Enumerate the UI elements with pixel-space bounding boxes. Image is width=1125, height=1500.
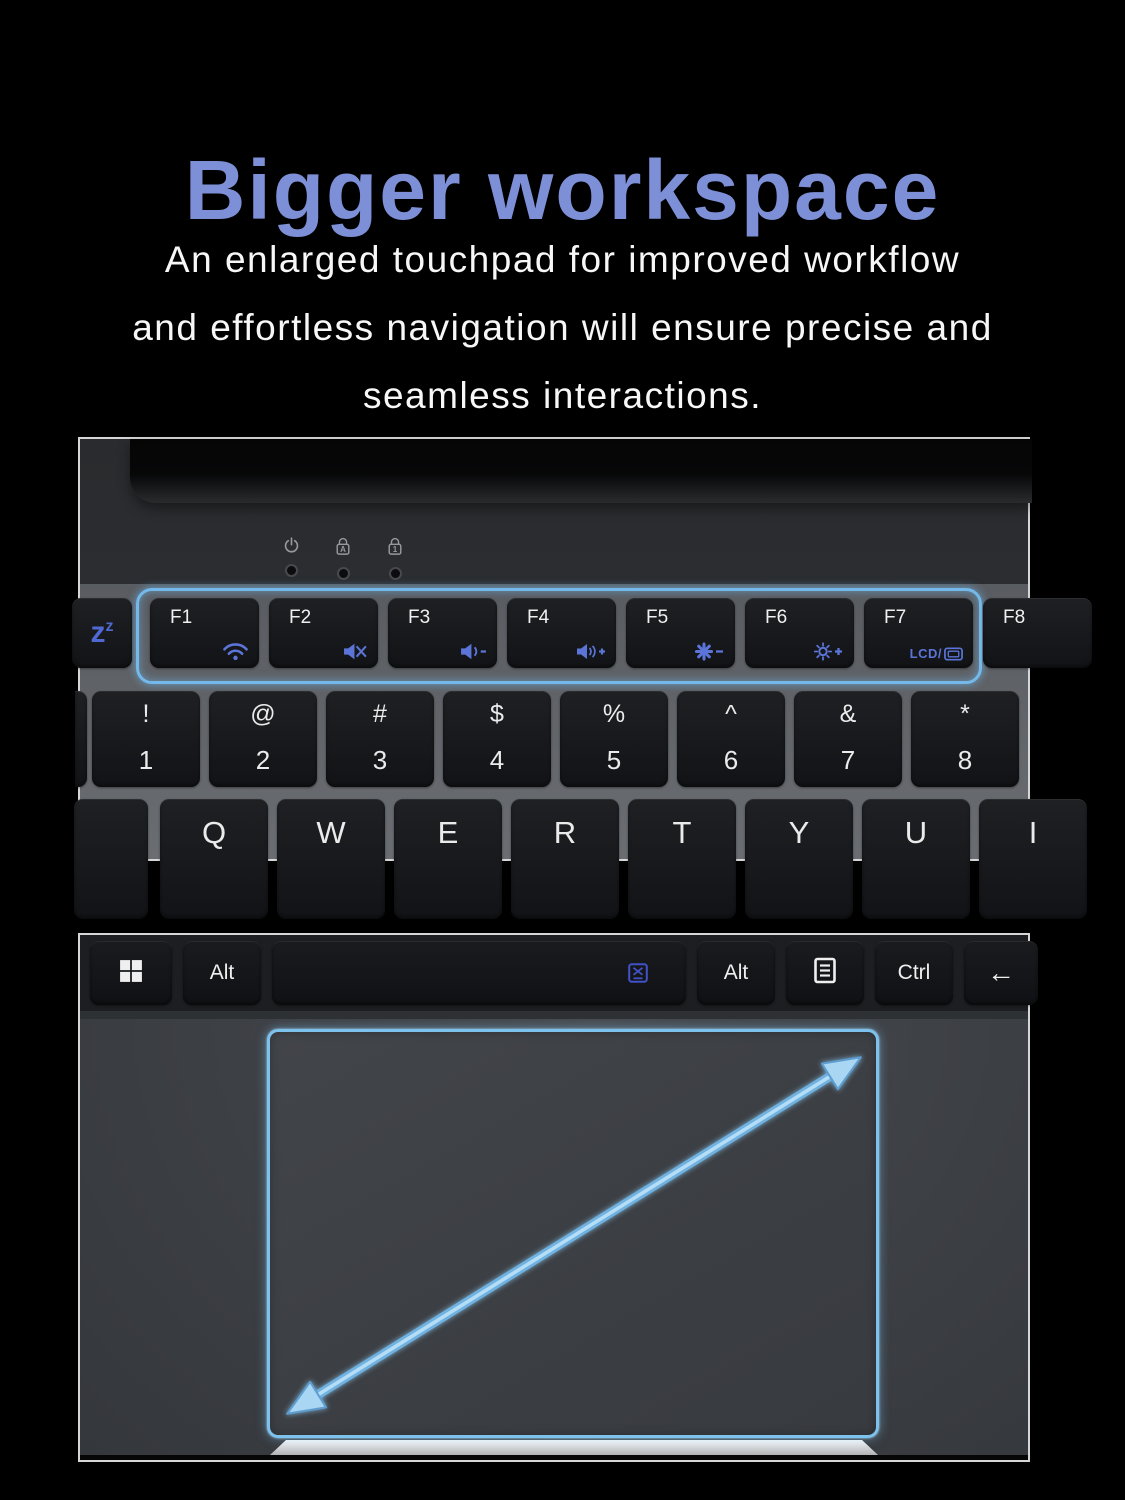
key-letter: I xyxy=(1028,815,1038,850)
key-shift-symbol: * xyxy=(960,700,970,728)
key-letter: R xyxy=(553,815,577,850)
key-label: F7 xyxy=(884,607,907,628)
indicator-led xyxy=(389,567,402,580)
key-letter: U xyxy=(904,815,928,850)
key-label: Alt xyxy=(723,961,749,984)
key-label: F2 xyxy=(289,607,312,628)
description xyxy=(0,226,1125,430)
key-shift-symbol: @ xyxy=(250,700,276,728)
key-f8 xyxy=(983,598,1092,668)
key-menu xyxy=(786,941,864,1005)
key-number: 2 xyxy=(255,745,271,775)
indicator-led xyxy=(337,567,350,580)
lock-icon xyxy=(387,537,403,562)
key-y xyxy=(745,799,853,919)
touchpad xyxy=(267,1029,879,1438)
indicator-led xyxy=(285,564,298,577)
lcd-display-icon xyxy=(910,646,963,661)
diagonal-arrow xyxy=(270,1032,876,1435)
windows-icon xyxy=(119,959,143,988)
lcd-label: LCD/ xyxy=(909,646,942,661)
bottom-key-row xyxy=(90,941,1038,1005)
menu-icon xyxy=(814,957,836,989)
status-indicators xyxy=(282,537,404,580)
key-label: F1 xyxy=(170,607,193,628)
svg-text:A: A xyxy=(340,544,346,554)
key-partial-tab xyxy=(74,799,148,919)
key-letter: E xyxy=(437,815,459,850)
key-f4 xyxy=(507,598,616,668)
letter-key-row xyxy=(160,799,1087,919)
brightness-up-icon xyxy=(814,642,844,661)
power-icon xyxy=(283,537,300,559)
key-shift-symbol: $ xyxy=(490,700,504,728)
key-f7 xyxy=(864,598,973,668)
key-w xyxy=(277,799,385,919)
key-label: F6 xyxy=(765,607,788,628)
key-letter: T xyxy=(672,815,692,850)
key-number: 4 xyxy=(489,745,505,775)
key-ctrl xyxy=(875,941,953,1005)
key-u xyxy=(862,799,970,919)
key-letter: Y xyxy=(788,815,810,850)
key-4 xyxy=(443,691,551,787)
touchpad-toggle-icon xyxy=(628,963,648,983)
keyboard-photo xyxy=(78,437,1038,861)
key-5 xyxy=(560,691,668,787)
volume-up-icon xyxy=(576,642,606,661)
key-number: 7 xyxy=(840,745,856,775)
key-r xyxy=(511,799,619,919)
brightness-down-icon xyxy=(695,642,725,661)
key-letter: W xyxy=(316,815,346,850)
volume-down-icon xyxy=(460,642,487,661)
key-label: F5 xyxy=(646,607,669,628)
key-shift-symbol: % xyxy=(602,700,626,728)
key-shift-symbol: & xyxy=(839,700,857,728)
sleep-icon: $z^z$ xyxy=(90,616,114,649)
deck-divider xyxy=(80,1011,1028,1019)
key-1 xyxy=(92,691,200,787)
key-e xyxy=(394,799,502,919)
front-lip-notch xyxy=(270,1440,878,1455)
number-key-row xyxy=(92,691,1019,787)
key-i xyxy=(979,799,1087,919)
key-2 xyxy=(209,691,317,787)
key-f5 xyxy=(626,598,735,668)
key-alt-left xyxy=(183,941,261,1005)
wifi-icon xyxy=(222,641,249,661)
touchpad-photo xyxy=(78,933,1030,1462)
key-f1 xyxy=(150,598,259,668)
key-label: Ctrl xyxy=(897,961,931,984)
key-win xyxy=(90,941,172,1005)
key-shift-symbol: ! xyxy=(142,700,150,728)
key-6 xyxy=(677,691,785,787)
caps-lock-indicator xyxy=(334,537,352,580)
key-number: 3 xyxy=(372,745,388,775)
description-line: An enlarged touchpad for improved workflow xyxy=(164,239,961,280)
key-t xyxy=(628,799,736,919)
key-label: F8 xyxy=(1003,607,1026,628)
key-f2 xyxy=(269,598,378,668)
lock-icon xyxy=(335,537,351,562)
key-number: 1 xyxy=(138,745,154,775)
key-space xyxy=(272,941,686,1005)
key-partial-left xyxy=(75,691,87,787)
svg-text:1: 1 xyxy=(392,544,398,554)
key-label: F3 xyxy=(408,607,431,628)
front-edge xyxy=(80,1455,1028,1460)
description-line: and effortless navigation will ensure precise and xyxy=(132,307,993,348)
key-alt-right xyxy=(697,941,775,1005)
key-f3 xyxy=(388,598,497,668)
mute-icon xyxy=(343,642,368,661)
key-label: F4 xyxy=(527,607,550,628)
key-number: 5 xyxy=(606,745,622,775)
key-8 xyxy=(911,691,1019,787)
key-letter: Q xyxy=(201,815,227,850)
key-q xyxy=(160,799,268,919)
power-indicator xyxy=(282,537,300,580)
function-key-row xyxy=(150,598,1092,668)
key-backspace xyxy=(964,941,1038,1005)
laptop-hinge xyxy=(130,439,1032,503)
left-arrow-icon: ← xyxy=(987,957,1015,988)
key-number: 6 xyxy=(723,745,739,775)
num-lock-indicator xyxy=(386,537,404,580)
key-sleep xyxy=(72,598,132,668)
description-line: seamless interactions. xyxy=(362,375,763,416)
key-f6 xyxy=(745,598,854,668)
page-title: Bigger workspace xyxy=(184,143,941,238)
key-number: 8 xyxy=(957,745,973,775)
key-label: Alt xyxy=(209,961,235,984)
key-7 xyxy=(794,691,902,787)
key-shift-symbol: ^ xyxy=(725,700,737,728)
key-shift-symbol: # xyxy=(373,700,387,728)
key-3 xyxy=(326,691,434,787)
